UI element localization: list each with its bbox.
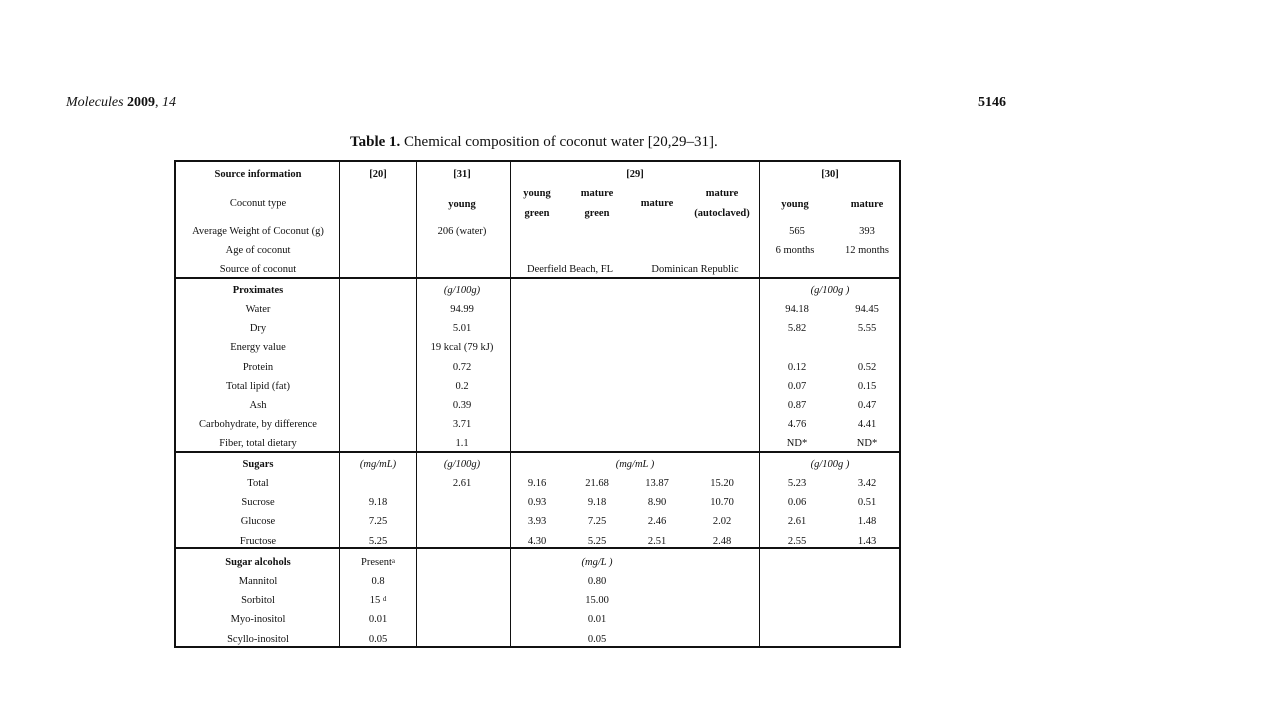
sugar-r31-value: 2.61 [452,478,472,489]
proximates-unit-r31: (g/100g) [443,285,481,296]
sugar-r30-young-value: 2.61 [787,516,807,528]
sugar-alcohol-r29-value: 15.00 [585,595,609,607]
sugar-r30-mature-value: 1.48 [857,516,877,528]
sugar-label: Fructose [239,535,277,547]
sugar-alcohol-r29-value: 0.01 [587,614,607,626]
present-text: Present [360,557,392,568]
r29-type3: mature [640,198,674,209]
sugar-alcohol-r20-value [369,614,387,626]
present-footnote: a [391,557,396,565]
proximate-r30-mature-value: 0.15 [857,380,877,392]
sugar-r29-autoclaved-value: 15.20 [710,478,734,489]
sugar-r29-mature-green-value: 9.18 [587,497,607,509]
proximate-r30-young-value: 0.07 [787,380,807,392]
sugar-alcohol-r20-number: 0.05 [368,633,388,645]
ref-29-heading: [29] [626,169,644,180]
sugar-alcohol-r20-number: 0.8 [371,576,385,587]
sugar-r20-value: 7.25 [368,516,388,528]
r31-type: young [448,199,476,210]
column-divider [759,162,760,646]
sugar-label: Glucose [240,516,276,528]
sugar-r29-young-green-value: 4.30 [527,535,547,547]
proximate-r31-value: 0.72 [452,361,472,373]
column-divider [339,162,340,646]
sugars-heading: Sugars [242,459,274,470]
r31-weight: 206 (water) [437,226,487,237]
sugar-alcohols-unit-r29: (mg/L ) [581,557,613,568]
section-divider [176,451,899,453]
sugar-alcohol-r29-value: 0.05 [587,633,607,645]
sugar-r30-mature-value: 0.51 [857,497,877,509]
page-number: 5146 [978,95,1006,110]
present-value [361,557,395,569]
composition-table [174,160,901,648]
sugar-alcohol-footnote: d [382,595,387,604]
sugar-r20-value: 9.18 [368,497,388,509]
proximates-unit-r30: (g/100g ) [810,285,850,296]
table-caption [350,134,718,151]
r29-type1-line1: young [523,188,551,199]
coconut-type-label: Coconut type [229,198,287,209]
sugar-r29-mature-green-value: 21.68 [585,478,609,489]
sugar-r29-mature-value: 2.46 [647,516,667,528]
r29-type2-line2: green [584,208,610,219]
r29-type4-line2: (autoclaved) [694,208,750,219]
proximate-label: Water [245,304,271,315]
sugar-alcohols-heading: Sugar alcohols [225,557,291,568]
sugar-r20-value: 5.25 [368,535,388,547]
source-information-heading: Source information [214,169,302,180]
sugar-r29-mature-value: 13.87 [645,478,669,489]
sugar-r29-mature-green-value: 5.25 [587,535,607,547]
sugar-r30-young-value: 0.06 [787,497,807,509]
proximates-heading: Proximates [232,285,284,296]
sugars-unit-r29: (mg/mL ) [615,459,655,470]
proximate-label: Total lipid (fat) [226,380,290,392]
section-divider [176,277,899,279]
r29-source1: Deerfield Beach, FL [526,264,614,275]
caption-text: Chemical composition of coconut water [20,29–31]. [400,134,718,150]
sugars-unit-r30: (g/100g ) [810,459,850,470]
ref-30-heading: [30] [821,169,839,180]
journal-name: Molecules [66,95,124,110]
sugar-alcohol-label: Mannitol [238,576,278,587]
proximate-label: Carbohydrate, by difference [199,419,317,431]
source-label: Source of coconut [219,264,297,275]
proximate-r30-young-value: 0.12 [787,361,807,373]
sugar-alcohol-r20-number: 15 [369,595,381,607]
proximate-r30-mature-value: 4.41 [857,419,877,431]
sugar-r30-mature-value: 3.42 [857,478,877,489]
r29-type2-line1: mature [580,188,614,199]
proximate-r31-value: 19 kcal (79 kJ) [430,342,494,354]
proximate-r31-value: 0.39 [452,400,472,411]
sugar-r29-young-green-value: 9.16 [527,478,547,489]
sugar-r29-autoclaved-value: 10.70 [710,497,734,509]
proximate-r31-value: 3.71 [452,419,472,431]
proximate-r30-young-value: ND* [786,438,808,450]
r30-weight1: 565 [789,226,805,237]
r30-age1: 6 months [775,245,815,256]
ref-20-heading: [20] [369,169,387,180]
sugar-label: Total [247,478,269,489]
sugar-alcohol-r29-value: 0.80 [587,576,607,587]
sugar-r29-autoclaved-value: 2.48 [712,535,732,547]
column-divider [510,162,511,646]
r29-source2: Dominican Republic [651,264,739,275]
sugar-r30-young-value: 2.55 [787,535,807,547]
r29-type1-line2: green [524,208,550,219]
sugar-r29-mature-green-value: 7.25 [587,516,607,528]
age-label: Age of coconut [225,245,291,256]
journal-header: Molecules 2009, 14 [66,95,177,110]
r29-type4-line1: mature [705,188,739,199]
caption-label: Table 1. [350,134,401,150]
sugar-alcohol-r20-number: 0.01 [368,614,388,626]
sugar-alcohol-r20-value [371,576,384,588]
proximate-r30-mature-value: 5.55 [857,323,877,335]
sugar-r29-mature-value: 2.51 [647,535,667,547]
proximate-r30-young-value: 94.18 [785,304,809,315]
sugar-alcohol-label: Sorbitol [241,595,275,607]
proximate-r30-young-value: 0.87 [787,400,807,411]
proximate-r30-mature-value: 94.45 [855,304,879,315]
proximate-label: Protein [242,361,274,373]
sugar-alcohol-label: Scyllo-inositol [227,633,289,645]
sugar-r29-young-green-value: 0.93 [527,497,547,509]
proximate-label: Fiber, total dietary [219,438,297,450]
proximate-r30-young-value: 5.82 [787,323,807,335]
proximate-r30-young-value: 4.76 [787,419,807,431]
proximate-r30-mature-value: 0.47 [857,400,877,411]
proximate-r31-value: 5.01 [452,323,472,335]
r30-age2: 12 months [844,245,890,256]
proximate-r30-mature-value: 0.52 [857,361,877,373]
sugars-unit-r31: (g/100g) [443,459,481,470]
ref-31-heading: [31] [453,169,471,180]
column-divider [416,162,417,646]
sugar-r29-autoclaved-value: 2.02 [712,516,732,528]
proximate-r31-value: 0.2 [455,380,469,392]
sugars-unit-r20: (mg/mL) [359,459,397,470]
proximate-r31-value: 1.1 [455,438,469,450]
sugar-r29-young-green-value: 3.93 [527,516,547,528]
sugar-r30-young-value: 5.23 [787,478,807,489]
proximate-r30-mature-value: ND* [856,438,878,450]
sugar-label: Sucrose [241,497,275,509]
r30-weight2: 393 [859,226,875,237]
sugar-r30-mature-value: 1.43 [857,535,877,547]
journal-year: 2009 [127,95,156,110]
avg-weight-label: Average Weight of Coconut (g) [192,226,324,237]
sugar-alcohol-r20-value [369,634,387,646]
proximate-r31-value: 94.99 [450,304,474,315]
proximate-label: Energy value [230,342,286,354]
sugar-r29-mature-value: 8.90 [647,497,667,509]
proximate-label: Ash [249,400,267,411]
r30-type2: mature [850,199,884,210]
sugar-alcohol-label: Myo-inositol [230,614,286,626]
proximate-label: Dry [249,323,267,335]
journal-volume: 14 [162,95,177,110]
sugar-alcohol-r20-value [370,595,387,607]
r30-type1: young [781,199,809,210]
